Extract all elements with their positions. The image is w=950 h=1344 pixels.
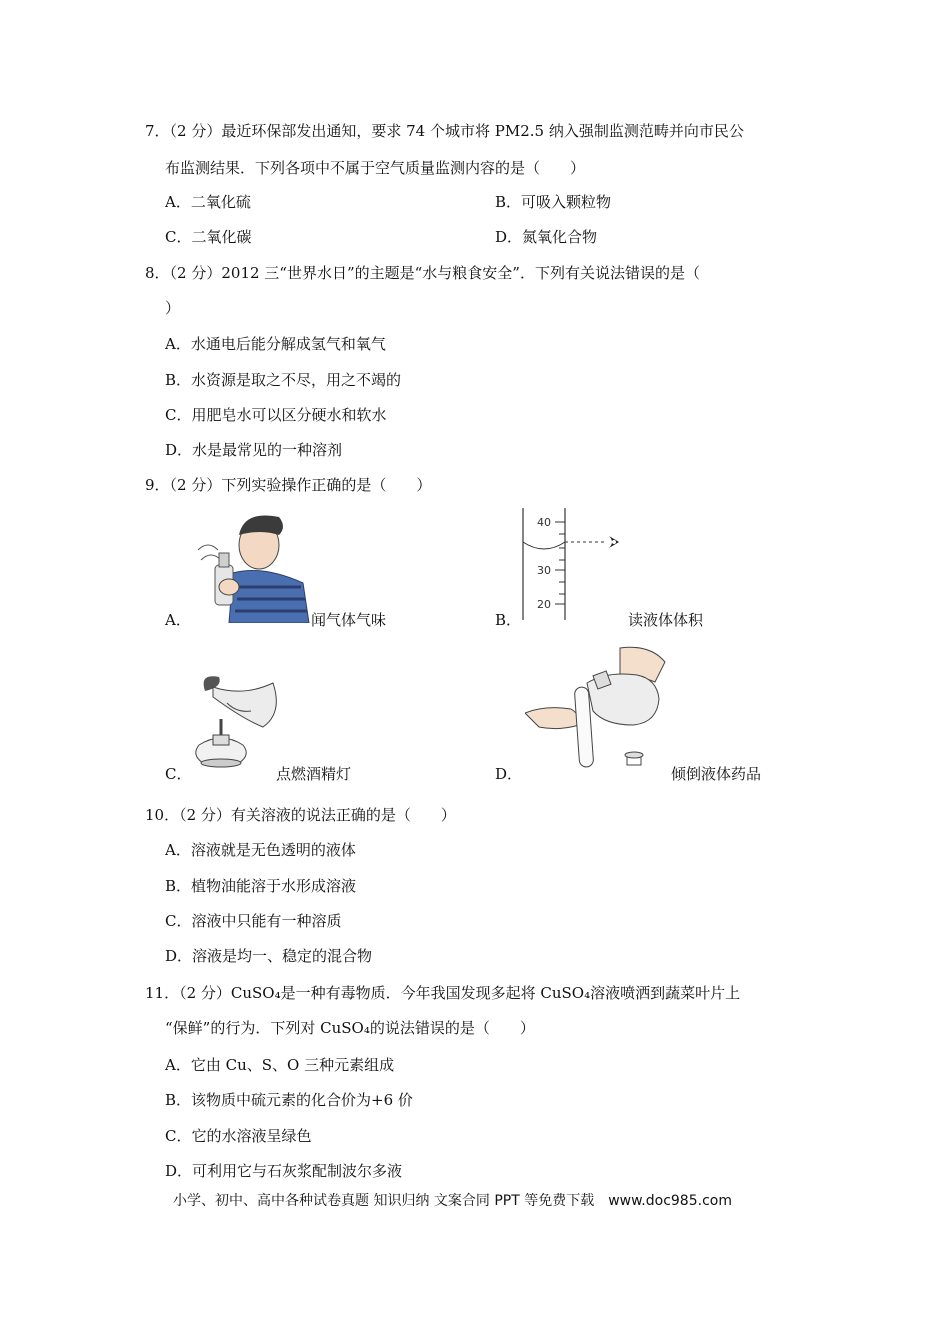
alcohol-lamp-figure xyxy=(193,673,283,773)
cylinder-tick-40: 40 xyxy=(537,516,551,529)
q8-option-a: A．水通电后能分解成氢气和氧气 xyxy=(165,335,386,353)
q10-stem: 10．（2 分）有关溶液的说法正确的是（ ） xyxy=(145,806,456,824)
q7-stem-line2: 布监测结果．下列各项中不属于空气质量监测内容的是（ ） xyxy=(165,159,586,177)
q11-option-b: B．该物质中硫元素的化合价为+6 价 xyxy=(165,1091,413,1109)
cylinder-tick-20: 20 xyxy=(537,598,551,611)
q8-option-b: B．水资源是取之不尽，用之不竭的 xyxy=(165,371,402,389)
q9-option-a-caption: 闻气体气味 xyxy=(311,611,387,629)
q9-option-b-caption: 读液体体积 xyxy=(628,611,704,629)
cylinder-tick-30: 30 xyxy=(537,564,551,577)
footer-download-note: 小学、初中、高中各种试卷真题 知识归纳 文案合同 PPT 等免费下载 www.doc985.com xyxy=(173,1193,732,1209)
q8-stem-line1: 8．（2 分）2012 三“世界水日”的主题是“水与粮食安全”．下列有关说法错误的是（ xyxy=(145,264,700,282)
q9-option-a-letter: A． xyxy=(165,611,191,629)
q9-option-c-caption: 点燃酒精灯 xyxy=(276,765,352,783)
q9-option-d-caption: 倾倒液体药品 xyxy=(671,765,762,783)
q10-option-d: D．溶液是均一、稳定的混合物 xyxy=(165,947,373,965)
q9-option-c-letter: C． xyxy=(165,765,192,783)
q9-stem: 9．（2 分）下列实验操作正确的是（ ） xyxy=(145,476,432,494)
q11-option-a: A．它由 Cu、S、O 三种元素组成 xyxy=(165,1056,395,1074)
q8-stem-line2: ） xyxy=(165,299,181,317)
q11-stem-line2: “保鲜”的行为．下列对 CuSO₄的说法错误的是（ ） xyxy=(165,1019,535,1037)
q7-option-d: D．氮氧化合物 xyxy=(495,228,598,246)
pouring-liquid-figure xyxy=(525,643,675,773)
q10-option-b: B．植物油能溶于水形成溶液 xyxy=(165,877,357,895)
q11-option-d: D．可利用它与石灰浆配制波尔多液 xyxy=(165,1162,403,1180)
q10-option-c: C．溶液中只能有一种溶质 xyxy=(165,912,342,930)
q10-option-a: A．溶液就是无色透明的液体 xyxy=(165,841,356,859)
q9-option-d-letter: D． xyxy=(495,765,523,783)
q7-option-b: B．可吸入颗粒物 xyxy=(495,193,612,211)
q11-stem-line1: 11．（2 分）CuSO₄是一种有毒物质．今年我国发现多起将 CuSO₄溶液喷洒到蔬菜叶片上 xyxy=(145,984,741,1002)
graduated-cylinder-figure xyxy=(515,508,635,623)
q7-stem-line1: 7．（2 分）最近环保部发出通知，要求 74 个城市将 PM2.5 纳入强制监测范畴并向市民公 xyxy=(145,122,744,140)
q11-option-c: C．它的水溶液呈绿色 xyxy=(165,1127,312,1145)
q8-option-c: C．用肥皂水可以区分硬水和软水 xyxy=(165,406,387,424)
q7-option-a: A．二氧化硫 xyxy=(165,193,251,211)
q8-option-d: D．水是最常见的一种溶剂 xyxy=(165,441,343,459)
smell-gas-figure xyxy=(193,505,313,623)
q9-option-b-letter: B． xyxy=(495,611,522,629)
q7-option-c: C．二氧化碳 xyxy=(165,228,252,246)
